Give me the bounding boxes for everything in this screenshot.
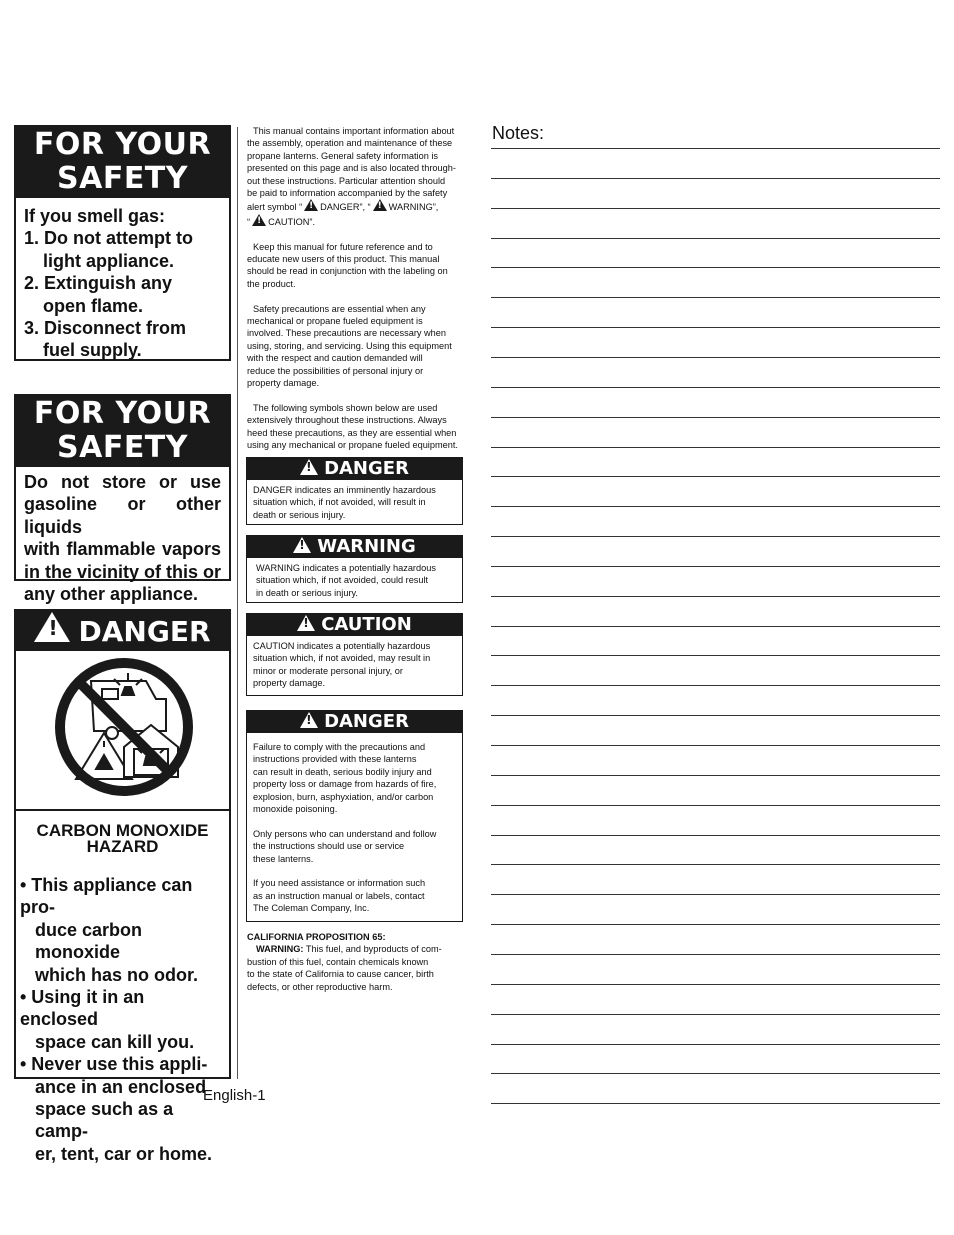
notes-rule-line xyxy=(491,894,940,895)
notes-rule-line xyxy=(491,148,940,149)
notes-rule-line xyxy=(491,745,940,746)
notes-rule-line xyxy=(491,775,940,776)
notes-rule-line xyxy=(491,387,940,388)
column-divider xyxy=(237,127,238,1079)
notes-title: Notes: xyxy=(492,123,545,143)
list-item: • This appliance can pro- duce carbon monoxide which has no odor. xyxy=(20,875,199,985)
hazard-title: !CAUTION xyxy=(247,614,462,636)
notes-rule-line xyxy=(491,447,940,448)
danger-box-title: !DANGER xyxy=(16,611,229,651)
safety-box-title: FOR YOUR SAFETY xyxy=(16,396,229,467)
warning-triangle-icon xyxy=(300,459,318,475)
danger-alert-icon xyxy=(304,199,318,211)
warning-alert-icon xyxy=(373,199,387,211)
notes-rule-line xyxy=(491,685,940,686)
list-item: • Never use this appli- ance in an enclosed space such as a camp- er, tent, car or home. xyxy=(20,1054,213,1164)
notes-rule-line xyxy=(491,1014,940,1015)
notes-rule-line xyxy=(491,984,940,985)
notes-rule-line xyxy=(491,357,940,358)
notes-rule-line xyxy=(491,327,940,328)
notes-rule-line xyxy=(491,417,940,418)
warning-triangle-icon xyxy=(34,612,70,642)
intro-paragraph: This manual contains important information about the assembly, operation and maintenance of these propane lanterns. General safety information is presented on this page and is also located through- out these instructions. Particular attention should be paid to information accompanied by the safety alert symbol “! DANGER”, “! WARNING”, “! CAUTION”. xyxy=(247,125,461,228)
page-number: English-1 xyxy=(203,1087,266,1104)
warning-triangle-icon xyxy=(297,615,315,631)
intro-text xyxy=(247,125,461,464)
notes-rule-line xyxy=(491,1073,940,1074)
no-indoor-use-pictogram xyxy=(16,651,229,811)
notes-rule-line xyxy=(491,715,940,716)
safety-box-title: FOR YOUR SAFETY xyxy=(16,127,229,198)
notes-rule-line xyxy=(491,1044,940,1045)
notes-rule-line xyxy=(491,238,940,239)
prop65-notice: CALIFORNIA PROPOSITION 65: WARNING: This fuel, and byproducts of com- bustion of this fuel, contain chemicals known to the state of California to cause cancer, birth defects, or other reproductive harm. xyxy=(247,932,442,992)
notes-rule-line xyxy=(491,626,940,627)
notes-rule-line xyxy=(491,208,940,209)
warning-triangle-icon xyxy=(293,537,311,553)
notes-rule-line xyxy=(491,178,940,179)
safety-box-gasoline xyxy=(14,394,231,605)
notes-rule-line xyxy=(491,476,940,477)
hazard-title: !WARNING xyxy=(247,536,462,558)
list-item: • Using it in an enclosed space can kill you. xyxy=(20,987,195,1052)
co-hazard-bullets xyxy=(16,855,229,1165)
notes-rule-line xyxy=(491,596,940,597)
danger-failure-to-comply-box: !DANGER Failure to comply with the precautions and instructions provided with these lanterns can result in death, serious bodily injury and property loss or damage from hazards of fire, explosion, burn, asphyxiation, and/or carbon monoxide poisoning. Only persons who can understand and follow the instructions should use or service these lanterns. If you need assistance or information such as an instruction manual or labels, contact The Coleman Company, Inc. xyxy=(246,710,463,922)
notes-rule-line xyxy=(491,864,940,865)
danger-definition-box: !DANGER DANGER indicates an imminently hazardous situation which, if not avoided, will result in death or serious injury. xyxy=(246,457,463,525)
notes-rule-line xyxy=(491,566,940,567)
caution-alert-icon xyxy=(252,214,266,226)
gasoline-warning-text: Do not store or use gasoline or other liquids with flammable vapors in the vicinity of this or any other appliance. xyxy=(24,472,222,605)
intro-paragraph: The following symbols shown below are used extensively throughout these instructions. Always heed these precautions, as they are essential when using any mechanical or propane fueled equipment. xyxy=(247,402,458,451)
notes-rule-line xyxy=(491,506,940,507)
notes-rule-line xyxy=(491,805,940,806)
notes-rule-line xyxy=(491,835,940,836)
co-hazard-heading: CARBON MONOXIDE HAZARD xyxy=(36,821,209,856)
notes-rule-line xyxy=(491,655,940,656)
intro-paragraph: Keep this manual for future reference and to educate new users of this product. This manual should be read in conjunction with the labeling on the product. xyxy=(247,241,448,289)
caution-definition-box: !CAUTION CAUTION indicates a potentially hazardous situation which, if not avoided, may result in minor or moderate personal injury, or property damage. xyxy=(246,613,463,696)
notes-rule-line xyxy=(491,267,940,268)
intro-paragraph: Safety precautions are essential when any mechanical or propane fueled equipment is involved. These precautions are necessary when using, storing, and servicing. Using this equipment with the respect and caution demanded will reduce the possibilities of personal injury or property damage. xyxy=(247,303,452,389)
safety-box-gas-smell xyxy=(14,125,231,361)
warning-triangle-icon xyxy=(300,712,318,728)
hazard-title: !DANGER xyxy=(247,458,462,480)
notes-rule-line xyxy=(491,924,940,925)
notes-rule-line xyxy=(491,297,940,298)
notes-rule-line xyxy=(491,954,940,955)
notes-rule-line xyxy=(491,536,940,537)
gas-smell-instructions: If you smell gas: 1. Do not attempt to light appliance. 2. Extinguish any open flame. 3. Disconnect from fuel supply. xyxy=(24,206,193,361)
warning-definition-box: !WARNING WARNING indicates a potentially hazardous situation which, if not avoided, could result in death or serious injury. xyxy=(246,535,463,603)
notes-rule-line xyxy=(491,1103,940,1104)
hazard-title: !DANGER xyxy=(247,711,462,733)
danger-box-carbon-monoxide xyxy=(14,609,231,1164)
